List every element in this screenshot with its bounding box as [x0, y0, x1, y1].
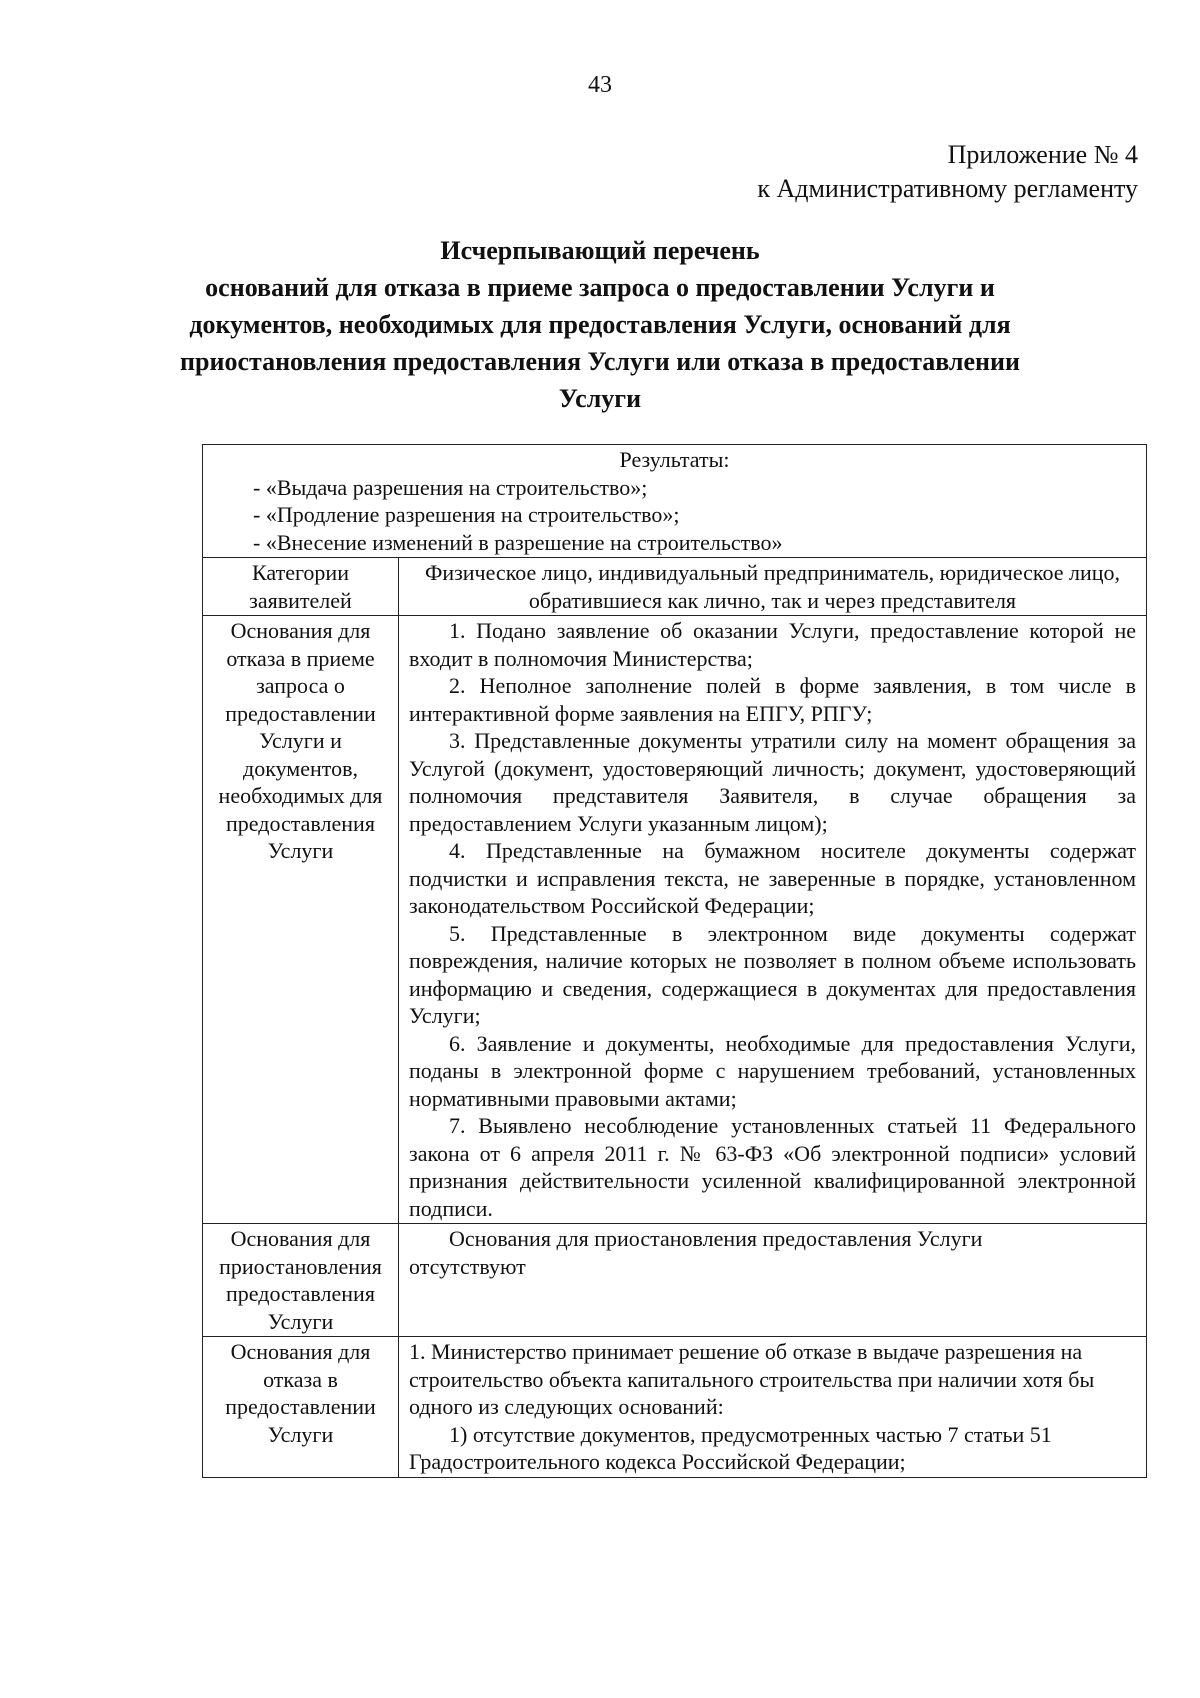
list-item: 4. Представленные на бумажном носителе документы содержат подчистки и исправления текста, не заверенные в порядке, установленном законодательством Российской Федерации;	[409, 838, 1136, 918]
title-line-2: оснований для отказа в приеме запроса о предоставлении Услуги и	[205, 273, 995, 302]
refusal-provide-para-1: 1. Министерство принимает решение об отказе в выдаче разрешения на строительство объекта капитального строительства при наличии хотя бы одного из следующих оснований:	[409, 1339, 1095, 1419]
appendix-number: Приложение № 4	[947, 140, 1138, 169]
categories-row	[203, 558, 1147, 616]
suspension-text: Основания для приостановления предоставления Услуги	[449, 1226, 983, 1251]
title-line-4: приостановления предоставления Услуги или отказа в предоставлении	[180, 347, 1020, 376]
title-line-5: Услуги	[558, 384, 642, 413]
results-row	[203, 445, 1147, 558]
list-item: 2. Неполное заполнение полей в форме заявления, в том числе в интерактивной форме заявления на ЕПГУ, РПГУ;	[409, 673, 1136, 726]
refusal-provide-para-2: 1) отсутствие документов, предусмотренных частью 7 статьи 51 Градостроительного кодекса Российской Федерации;	[409, 1421, 1052, 1474]
suspension-row	[203, 1224, 1147, 1337]
suspension-label: Основания для приостановления предоставления Услуги	[203, 1224, 399, 1337]
grounds-table	[202, 444, 1147, 1478]
refusal-accept-list	[399, 616, 1147, 1224]
page-number: 43	[588, 72, 612, 98]
list-item: 1. Подано заявление об оказании Услуги, предоставление которой не входит в полномочия Министерства;	[409, 618, 1136, 671]
refusal-provide-label: Основания для отказа в предоставлении Услуги	[203, 1337, 399, 1478]
refusal-provide-value	[399, 1337, 1147, 1478]
suspension-value	[399, 1224, 1147, 1337]
refusal-accept-row	[203, 616, 1147, 1224]
title-line-1: Исчерпывающий перечень	[440, 236, 760, 265]
results-item: - «Выдача разрешения на строительство»;	[253, 474, 648, 500]
results-heading: Результаты:	[619, 447, 730, 472]
suspension-text-cont: отсутствуют	[409, 1253, 526, 1279]
results-cell	[203, 445, 1147, 558]
appendix-regulation: к Административному регламенту	[757, 174, 1138, 203]
refusal-accept-label: Основания для отказа в приеме запроса о предоставлении Услуги и документов, необходимых для предоставления Услуги	[203, 616, 399, 1224]
list-item: 6. Заявление и документы, необходимые для предоставления Услуги, поданы в электронной форме с нарушением требований, установленных нормативными правовыми актами;	[409, 1030, 1136, 1111]
appendix-reference	[757, 138, 1138, 206]
refusal-provide-row	[203, 1337, 1147, 1478]
categories-label: Категории заявителей	[203, 558, 399, 616]
title-line-3: документов, необходимых для предоставления Услуги, оснований для	[189, 310, 1011, 339]
list-item: 5. Представленные в электронном виде документы содержат повреждения, наличие которых не позволяет в полном объеме использовать информацию и сведения, содержащиеся в документах для предоставления Услуги;	[409, 920, 1136, 1028]
results-item: - «Внесение изменений в разрешение на строительство»	[253, 529, 783, 555]
categories-value	[399, 558, 1147, 616]
document-title	[170, 232, 1030, 417]
list-item: 7. Выявлено несоблюдение установленных статьей 11 Федерального закона от 6 апреля 2011 г. № 63-ФЗ «Об электронной подписи» условий признания действительности усиленной квалифицированной электронной подписи.	[409, 1113, 1136, 1221]
results-item: - «Продление разрешения на строительство»;	[253, 502, 680, 527]
list-item: 3. Представленные документы утратили силу на момент обращения за Услугой (документ, удостоверяющий личность; документ, удостоверяющий полномочия представителя Заявителя, в случае обращения за предоставлением Услуги указанным лицом);	[409, 728, 1136, 836]
categories-text: Физическое лицо, индивидуальный предприниматель, юридическое лицо, обратившиеся как лично, так и через представителя	[424, 560, 1121, 613]
